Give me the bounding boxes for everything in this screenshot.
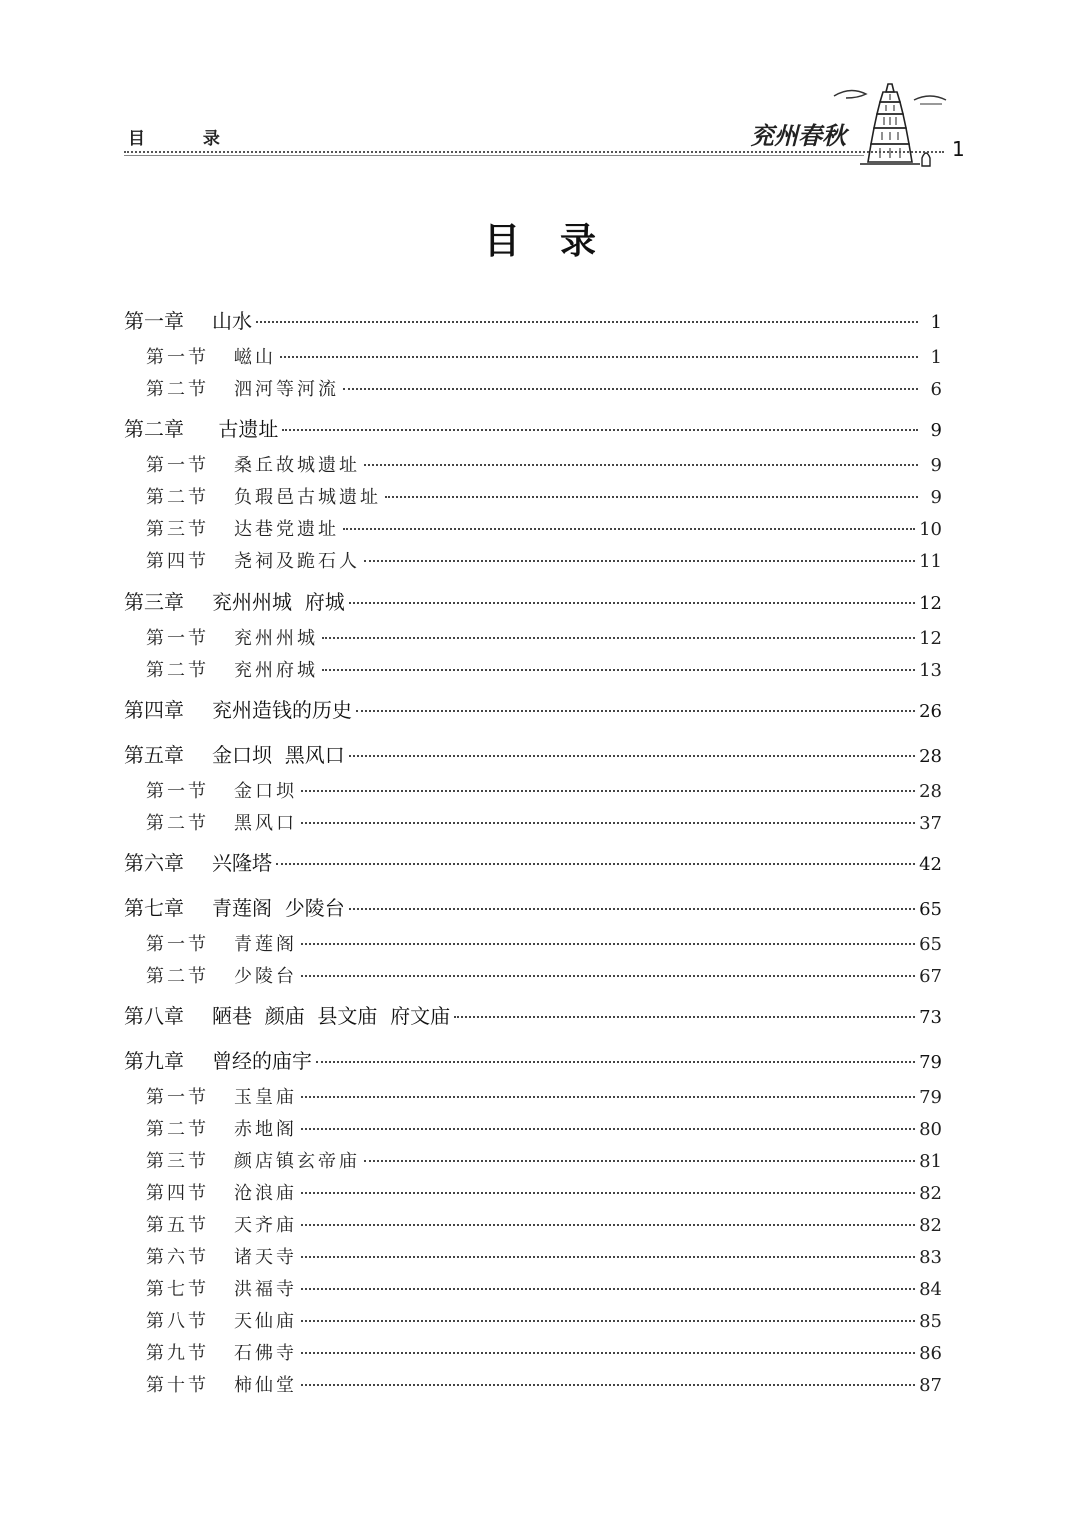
toc-section-entry (146, 483, 942, 509)
entry-page-number: 1 (930, 347, 942, 368)
toc-chapter-entry (124, 694, 942, 723)
entry-number: 第九节 (146, 1343, 209, 1364)
dot-leader (301, 1288, 915, 1290)
entry-title: 负瑕邑古城遗址 (234, 487, 381, 508)
entry-title: 金口坝 黑风口 (212, 743, 345, 767)
entry-number: 第二节 (146, 966, 209, 987)
entry-number: 第十节 (146, 1375, 209, 1396)
dot-leader (301, 1224, 915, 1226)
pagoda-icon (830, 78, 950, 170)
dot-leader (322, 669, 915, 671)
dot-leader (301, 1128, 915, 1130)
entry-title: 黑风口 (234, 813, 297, 834)
entry-page-number: 83 (919, 1247, 942, 1268)
entry-title: 诸天寺 (234, 1247, 297, 1268)
book-title: 兖州春秋 (750, 121, 846, 150)
entry-number: 第六节 (146, 1247, 209, 1268)
dot-leader (301, 1192, 915, 1194)
running-header-label: 目 录 (128, 129, 246, 149)
entry-title: 兖州造钱的历史 (212, 698, 352, 722)
toc-section-entry (146, 1371, 942, 1397)
dot-leader (301, 943, 915, 945)
entry-title: 桑丘故城遗址 (234, 455, 360, 476)
entry-number: 第一节 (146, 347, 209, 368)
dot-leader (301, 1384, 915, 1386)
entry-title: 兴隆塔 (212, 851, 272, 875)
toc-chapter-entry (124, 586, 942, 615)
entry-title: 柿仙堂 (234, 1375, 297, 1396)
toc-section-entry (146, 1211, 942, 1237)
dot-leader (256, 321, 918, 323)
entry-page-number: 84 (919, 1279, 942, 1300)
entry-page-number: 12 (919, 593, 942, 614)
entry-number: 第四节 (146, 1183, 209, 1204)
dot-leader (282, 429, 918, 431)
entry-title: 石佛寺 (234, 1343, 297, 1364)
dot-leader (276, 863, 915, 865)
entry-number: 第七章 (124, 896, 184, 920)
toc-section-entry (146, 547, 942, 573)
entry-page-number: 82 (919, 1183, 942, 1204)
entry-number: 第一节 (146, 781, 209, 802)
entry-title: 尧祠及跪石人 (234, 551, 360, 572)
entry-number: 第八节 (146, 1311, 209, 1332)
toc-chapter-entry (124, 739, 942, 768)
entry-page-number: 80 (919, 1119, 942, 1140)
entry-number: 第二节 (146, 660, 209, 681)
entry-number: 第九章 (124, 1049, 184, 1073)
entry-page-number: 67 (919, 966, 942, 987)
dot-leader (364, 1160, 915, 1162)
toc-section-entry (146, 809, 942, 835)
entry-number: 第六章 (124, 851, 184, 875)
entry-title: 玉皇庙 (234, 1087, 297, 1108)
entry-title: 颜店镇玄帝庙 (234, 1151, 360, 1172)
header-rule-thin (124, 155, 864, 156)
entry-page-number: 65 (919, 934, 942, 955)
entry-page-number: 81 (919, 1151, 942, 1172)
entry-number: 第一节 (146, 1087, 209, 1108)
toc-chapter-entry (124, 305, 942, 334)
dot-leader (301, 790, 915, 792)
toc-section-entry (146, 343, 942, 369)
entry-page-number: 28 (919, 746, 942, 767)
entry-page-number: 86 (919, 1343, 942, 1364)
dot-leader (316, 1061, 915, 1063)
entry-title: 达巷党遗址 (234, 519, 339, 540)
toc-chapter-entry (124, 847, 942, 876)
page-number: 1 (952, 137, 965, 161)
entry-page-number: 37 (919, 813, 942, 834)
dot-leader (349, 755, 915, 757)
entry-number: 第二节 (146, 1119, 209, 1140)
toc-section-entry (146, 1179, 942, 1205)
entry-number: 第八章 (124, 1004, 184, 1028)
dot-leader (364, 464, 918, 466)
toc-section-entry (146, 1147, 942, 1173)
toc-section-entry (146, 777, 942, 803)
entry-title: 古遗址 (212, 417, 279, 441)
page-title: 目录 (483, 221, 636, 262)
dot-leader (343, 528, 915, 530)
dot-leader (385, 496, 918, 498)
entry-number: 第五章 (124, 743, 184, 767)
entry-page-number: 85 (919, 1311, 942, 1332)
entry-number: 第四章 (124, 698, 184, 722)
entry-page-number: 1 (930, 312, 942, 333)
entry-page-number: 87 (919, 1375, 942, 1396)
entry-page-number: 73 (919, 1007, 942, 1028)
toc-section-entry (146, 1339, 942, 1365)
entry-number: 第一节 (146, 628, 209, 649)
entry-page-number: 79 (919, 1087, 942, 1108)
entry-title: 沧浪庙 (234, 1183, 297, 1204)
toc-section-entry (146, 930, 942, 956)
entry-page-number: 9 (930, 455, 942, 476)
toc-section-entry (146, 515, 942, 541)
dot-leader (349, 602, 915, 604)
entry-number: 第二章 (124, 417, 184, 441)
toc-chapter-entry (124, 892, 942, 921)
entry-page-number: 11 (919, 551, 942, 572)
toc-section-entry (146, 1307, 942, 1333)
dot-leader (301, 1256, 915, 1258)
toc-chapter-entry (124, 1045, 942, 1074)
entry-title: 天齐庙 (234, 1215, 297, 1236)
entry-number: 第五节 (146, 1215, 209, 1236)
dot-leader (280, 356, 918, 358)
entry-title: 赤地阁 (234, 1119, 297, 1140)
entry-title: 曾经的庙宇 (212, 1049, 312, 1073)
toc-section-entry (146, 1083, 942, 1109)
dot-leader (301, 822, 915, 824)
entry-page-number: 6 (930, 379, 942, 400)
entry-title: 兖州府城 (234, 660, 318, 681)
dot-leader (364, 560, 915, 562)
entry-title: 嵫山 (234, 347, 276, 368)
toc-section-entry (146, 1243, 942, 1269)
toc-section-entry (146, 375, 942, 401)
entry-number: 第三节 (146, 519, 209, 540)
entry-page-number: 13 (919, 660, 942, 681)
entry-page-number: 82 (919, 1215, 942, 1236)
entry-page-number: 26 (919, 701, 942, 722)
entry-title: 泗河等河流 (234, 379, 339, 400)
entry-number: 第七节 (146, 1279, 209, 1300)
entry-title: 兖州州城 (234, 628, 318, 649)
entry-title: 青莲阁 (234, 934, 297, 955)
entry-page-number: 12 (919, 628, 942, 649)
dot-leader (322, 637, 915, 639)
entry-number: 第二节 (146, 487, 209, 508)
dot-leader (454, 1016, 915, 1018)
entry-number: 第二节 (146, 379, 209, 400)
dot-leader (343, 388, 918, 390)
entry-page-number: 28 (919, 781, 942, 802)
entry-number: 第一章 (124, 309, 184, 333)
entry-page-number: 79 (919, 1052, 942, 1073)
entry-title: 青莲阁 少陵台 (212, 896, 345, 920)
toc-section-entry (146, 1115, 942, 1141)
entry-page-number: 65 (919, 899, 942, 920)
entry-number: 第二节 (146, 813, 209, 834)
toc-section-entry (146, 962, 942, 988)
dot-leader (301, 975, 915, 977)
entry-title: 少陵台 (234, 966, 297, 987)
toc-section-entry (146, 656, 942, 682)
dot-leader (356, 710, 915, 712)
dot-leader (349, 908, 915, 910)
dot-leader (301, 1352, 915, 1354)
toc-section-entry (146, 1275, 942, 1301)
entry-title: 山水 (212, 309, 252, 333)
entry-number: 第一节 (146, 934, 209, 955)
toc-chapter-entry (124, 1000, 942, 1029)
entry-title: 陋巷 颜庙 县文庙 府文庙 (212, 1004, 451, 1028)
dot-leader (301, 1320, 915, 1322)
entry-number: 第一节 (146, 455, 209, 476)
entry-number: 第三节 (146, 1151, 209, 1172)
entry-page-number: 9 (930, 487, 942, 508)
entry-page-number: 42 (919, 854, 942, 875)
entry-title: 金口坝 (234, 781, 297, 802)
entry-page-number: 10 (919, 519, 942, 540)
entry-page-number: 9 (930, 420, 942, 441)
entry-title: 天仙庙 (234, 1311, 297, 1332)
entry-number: 第四节 (146, 551, 209, 572)
entry-number: 第三章 (124, 590, 184, 614)
entry-title: 兖州州城 府城 (212, 590, 345, 614)
toc-section-entry (146, 451, 942, 477)
header-rule (124, 151, 944, 153)
entry-title: 洪福寺 (234, 1279, 297, 1300)
dot-leader (301, 1096, 915, 1098)
toc-section-entry (146, 624, 942, 650)
toc-chapter-entry (124, 413, 942, 442)
